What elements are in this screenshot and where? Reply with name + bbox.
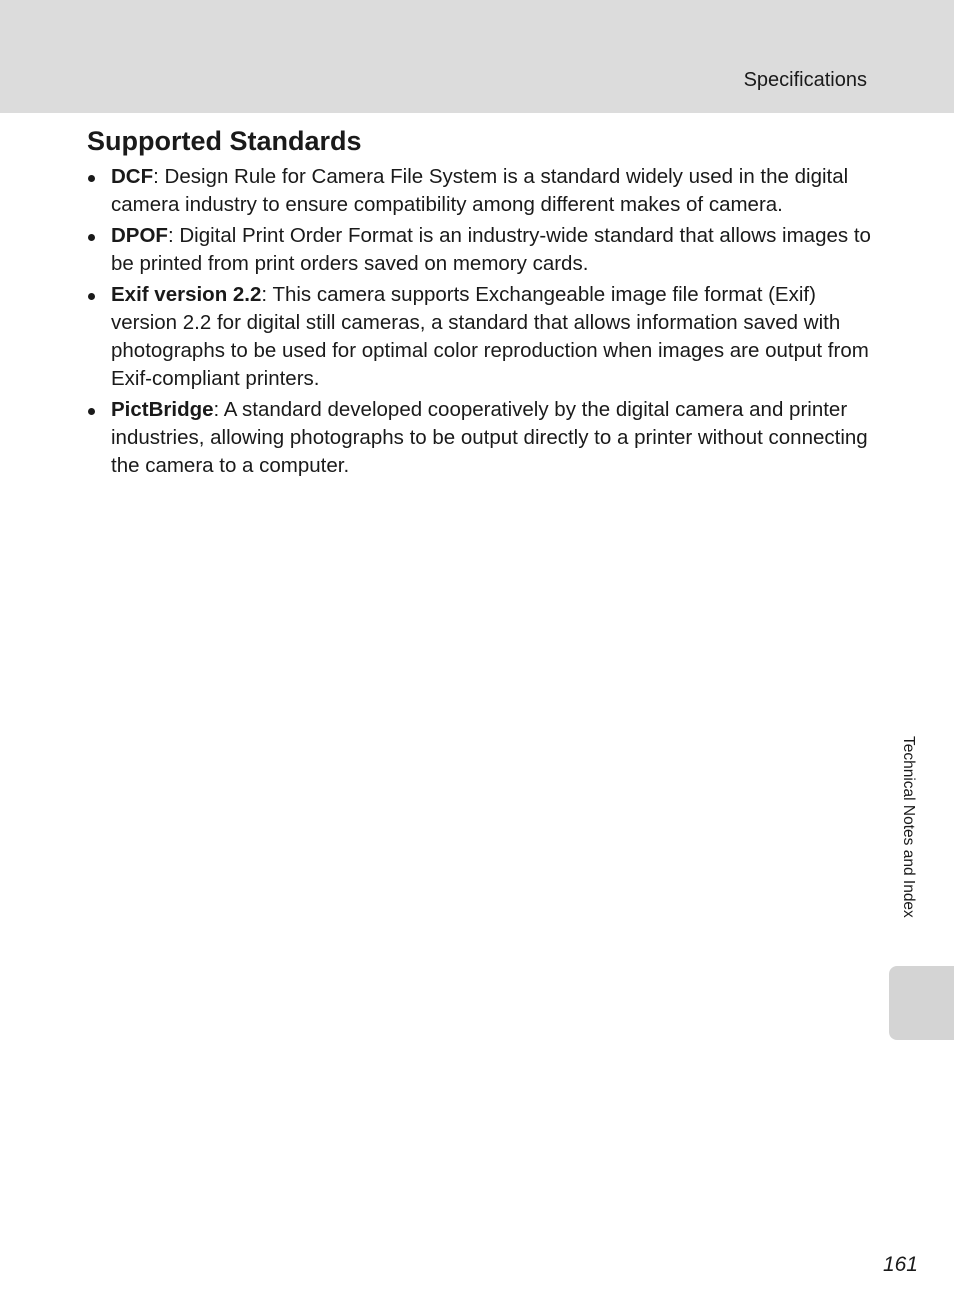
list-item-dcf (87, 163, 877, 219)
term-label: DCF (111, 165, 154, 188)
bullet-icon (88, 293, 95, 300)
page-number: 161 (882, 1253, 918, 1276)
section-label: Specifications (743, 69, 867, 91)
bullet-icon (88, 234, 95, 241)
term-label: DPOF (111, 224, 168, 247)
term-description: : Digital Print Order Format is an industry-wide standard that allows images to be printed from print orders saved on memory cards. (111, 224, 871, 275)
bullet-icon (88, 175, 95, 182)
term-label: PictBridge (111, 398, 214, 421)
term-description: : This camera supports Exchangeable image file format (Exif) version 2.2 for digital still cameras, a standard that allows information saved with photographs to be used for optimal color reproduction when images are output from Exif-compliant printers. (111, 283, 869, 390)
list-item-pictbridge (87, 396, 877, 480)
list-item-dpof (87, 222, 877, 278)
list-item-exif (87, 281, 877, 393)
term-description: : A standard developed cooperatively by the digital camera and printer industries, allowing photographs to be output directly to a printer without connecting the camera to a computer. (111, 398, 868, 477)
side-tab-label: Technical Notes and Index (900, 736, 917, 918)
term-description: : Design Rule for Camera File System is a standard widely used in the digital camera industry to ensure compatibility among different makes of camera. (111, 165, 849, 216)
standards-list (87, 163, 877, 483)
side-tab-marker (889, 966, 954, 1040)
header-band (0, 0, 954, 113)
term-label: Exif version 2.2 (111, 283, 262, 306)
page-title: Supported Standards (87, 126, 362, 156)
bullet-icon (88, 408, 95, 415)
